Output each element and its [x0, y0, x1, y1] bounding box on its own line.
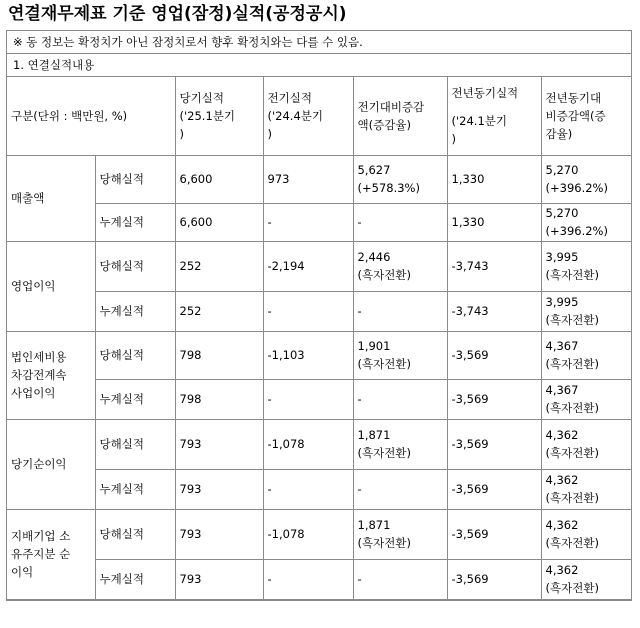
- row-period-label: 누계실적: [95, 203, 175, 241]
- header-qoq-change: [353, 77, 447, 155]
- cell-yoy-line: 4,362: [545, 428, 579, 442]
- header-current: [175, 77, 263, 155]
- cell-yoy-change: [541, 469, 631, 509]
- cell-previous: -1,103: [263, 331, 353, 379]
- cell-qoq-line: (흑자전환): [357, 357, 411, 371]
- cell-qoq-change: [353, 419, 447, 469]
- row-item: [7, 241, 95, 331]
- cell-previous: -1,078: [263, 419, 353, 469]
- cell-qoq-line: 1,871: [357, 428, 391, 442]
- results-table: [7, 77, 631, 600]
- cell-yoy-change: [541, 331, 631, 379]
- cell-previous: -: [263, 469, 353, 509]
- row-item: [7, 509, 95, 599]
- page-title: 연결재무제표 기준 영업(잠정)실적(공정공시): [8, 4, 347, 24]
- cell-qoq-line: (흑자전환): [357, 446, 411, 460]
- row-period-label: 누계실적: [95, 469, 175, 509]
- header-yoy-prior-line: ): [451, 131, 457, 146]
- table-row: [7, 331, 631, 379]
- cell-yoy-prior: 1,330: [447, 155, 541, 203]
- table-row: [7, 155, 631, 203]
- row-period-label: 당해실적: [95, 509, 175, 559]
- cell-qoq-line: (흑자전환): [357, 268, 411, 282]
- cell-qoq-line: 2,446: [357, 250, 391, 264]
- cell-yoy-line: 4,362: [545, 563, 579, 577]
- section-heading: 1. 연결실적내용: [7, 54, 631, 77]
- cell-yoy-change: [541, 291, 631, 331]
- cell-qoq-line: (+578.3%): [357, 181, 420, 195]
- row-item-line: 법인세비용: [11, 350, 67, 364]
- cell-yoy-prior: 1,330: [447, 203, 541, 241]
- cell-yoy-change: [541, 509, 631, 559]
- row-item-line: 매출액: [11, 191, 45, 205]
- cell-qoq-change: [353, 241, 447, 291]
- cell-yoy-change: [541, 419, 631, 469]
- cell-current: 6,600: [175, 203, 263, 241]
- cell-qoq-line: 5,627: [357, 163, 391, 177]
- cell-current: 252: [175, 241, 263, 291]
- cell-previous: -: [263, 203, 353, 241]
- header-yoy-change: [541, 77, 631, 155]
- disclaimer-note: ※ 동 정보는 확정치가 아닌 잠정치로서 향후 확정치와는 다를 수 있음.: [7, 31, 631, 54]
- row-item-line: 당기순이익: [11, 457, 67, 471]
- table-row: [7, 419, 631, 469]
- row-item: [7, 419, 95, 509]
- header-previous-line: ): [267, 126, 273, 141]
- header-current-line: ('25.1분기: [179, 108, 235, 123]
- row-item-line: 이익: [11, 565, 34, 579]
- row-period-label: 누계실적: [95, 291, 175, 331]
- cell-yoy-prior: -3,569: [447, 331, 541, 379]
- row-item-line: 유주지분 순: [11, 547, 71, 561]
- cell-yoy-prior: -3,569: [447, 469, 541, 509]
- table-row: [7, 559, 631, 599]
- disclosure-sheet: [6, 30, 632, 601]
- row-item-line: 영업이익: [11, 279, 56, 293]
- cell-yoy-line: (흑자전환): [545, 313, 599, 327]
- row-item: [7, 331, 95, 419]
- cell-yoy-line: (흑자전환): [545, 536, 599, 550]
- table-row: [7, 203, 631, 241]
- row-item-line: 차감전계속: [11, 368, 67, 382]
- cell-current: 252: [175, 291, 263, 331]
- cell-previous: -: [263, 379, 353, 419]
- cell-qoq-line: -: [357, 482, 362, 496]
- cell-yoy-line: (흑자전환): [545, 401, 599, 415]
- table-row: [7, 379, 631, 419]
- cell-yoy-line: (흑자전환): [545, 357, 599, 371]
- header-previous-line: 전기실적: [267, 90, 312, 105]
- cell-qoq-line: 1,901: [357, 339, 391, 353]
- header-qoq-line: 전기대비증감: [357, 99, 425, 114]
- cell-yoy-line: 5,270: [545, 163, 579, 177]
- row-period-label: 누계실적: [95, 379, 175, 419]
- header-current-line: 당기실적: [179, 90, 224, 105]
- header-qoq-line: 액(증감율): [357, 117, 411, 132]
- cell-qoq-change: [353, 379, 447, 419]
- cell-qoq-line: -: [357, 215, 362, 229]
- cell-current: 793: [175, 559, 263, 599]
- cell-current: 793: [175, 469, 263, 509]
- header-category: 구분(단위 : 백만원, %): [7, 77, 175, 155]
- header-yoy-change-line: 감율): [545, 126, 573, 141]
- cell-qoq-line: -: [357, 392, 362, 406]
- table-row: [7, 469, 631, 509]
- table-row: [7, 291, 631, 331]
- cell-current: 6,600: [175, 155, 263, 203]
- cell-current: 793: [175, 419, 263, 469]
- cell-current: 798: [175, 379, 263, 419]
- cell-qoq-change: [353, 509, 447, 559]
- cell-yoy-prior: -3,569: [447, 379, 541, 419]
- cell-current: 793: [175, 509, 263, 559]
- header-yoy-change-line: 전년동기대: [545, 90, 602, 105]
- cell-qoq-change: [353, 331, 447, 379]
- cell-yoy-prior: -3,569: [447, 559, 541, 599]
- table-row: [7, 509, 631, 559]
- header-current-line: ): [179, 126, 185, 141]
- row-period-label: 당해실적: [95, 241, 175, 291]
- header-yoy-prior: [447, 77, 541, 155]
- cell-qoq-change: [353, 155, 447, 203]
- cell-qoq-change: [353, 559, 447, 599]
- cell-yoy-line: 5,270: [545, 206, 579, 220]
- cell-yoy-change: [541, 379, 631, 419]
- cell-yoy-line: 4,367: [545, 383, 579, 397]
- cell-yoy-line: (흑자전환): [545, 268, 599, 282]
- cell-yoy-line: (+396.2%): [545, 224, 608, 238]
- cell-yoy-line: (흑자전환): [545, 581, 599, 595]
- header-yoy-change-line: 비증감액(증: [545, 108, 606, 123]
- cell-yoy-prior: -3,743: [447, 291, 541, 331]
- cell-previous: 973: [263, 155, 353, 203]
- cell-yoy-prior: -3,569: [447, 419, 541, 469]
- row-item: [7, 155, 95, 241]
- cell-yoy-change: [541, 203, 631, 241]
- cell-yoy-change: [541, 559, 631, 599]
- row-item-line: 지배기업 소: [11, 529, 71, 543]
- cell-qoq-change: [353, 203, 447, 241]
- cell-qoq-line: -: [357, 304, 362, 318]
- row-period-label: 당해실적: [95, 155, 175, 203]
- row-item-line: 사업이익: [11, 386, 56, 400]
- cell-yoy-line: 4,362: [545, 518, 579, 532]
- cell-qoq-change: [353, 469, 447, 509]
- header-yoy-prior-line: 전년동기실적: [451, 85, 519, 100]
- row-period-label: 누계실적: [95, 559, 175, 599]
- cell-current: 798: [175, 331, 263, 379]
- cell-qoq-change: [353, 291, 447, 331]
- cell-yoy-change: [541, 155, 631, 203]
- cell-yoy-line: (흑자전환): [545, 446, 599, 460]
- cell-yoy-line: 3,995: [545, 295, 579, 309]
- cell-previous: -: [263, 559, 353, 599]
- cell-previous: -2,194: [263, 241, 353, 291]
- cell-yoy-line: 4,362: [545, 473, 579, 487]
- cell-yoy-line: 3,995: [545, 250, 579, 264]
- cell-yoy-line: (흑자전환): [545, 491, 599, 505]
- cell-qoq-line: -: [357, 572, 362, 586]
- cell-yoy-line: (+396.2%): [545, 181, 608, 195]
- header-yoy-prior-line: ('24.1분기: [451, 113, 507, 128]
- row-period-label: 당해실적: [95, 331, 175, 379]
- header-row: [7, 77, 631, 155]
- cell-qoq-line: (흑자전환): [357, 536, 411, 550]
- cell-qoq-line: 1,871: [357, 518, 391, 532]
- cell-previous: -: [263, 291, 353, 331]
- cell-previous: -1,078: [263, 509, 353, 559]
- cell-yoy-prior: -3,743: [447, 241, 541, 291]
- cell-yoy-line: 4,367: [545, 339, 579, 353]
- table-row: [7, 241, 631, 291]
- row-period-label: 당해실적: [95, 419, 175, 469]
- cell-yoy-change: [541, 241, 631, 291]
- cell-yoy-prior: -3,569: [447, 509, 541, 559]
- header-previous: [263, 77, 353, 155]
- header-previous-line: ('24.4분기: [267, 108, 323, 123]
